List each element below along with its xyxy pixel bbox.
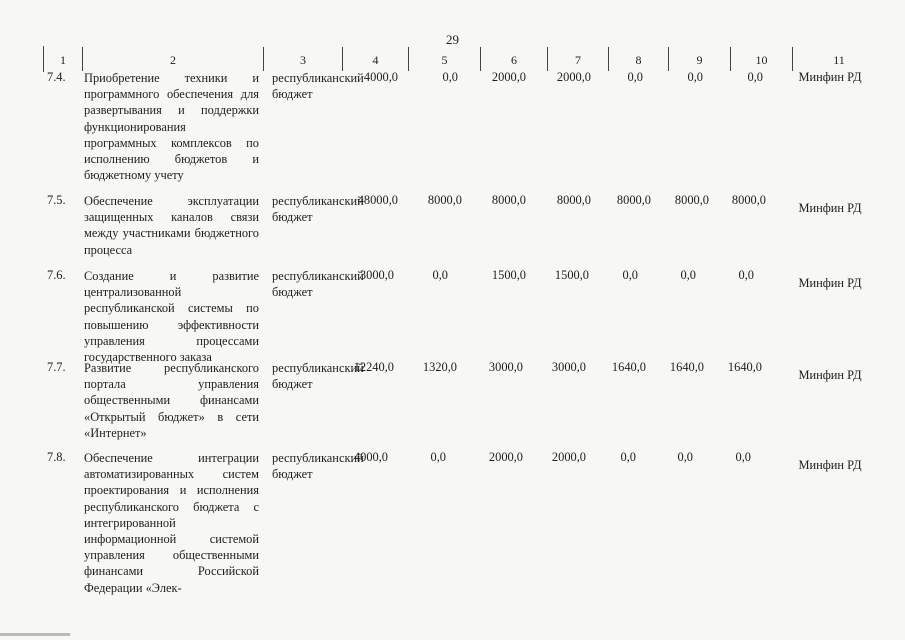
column-header: 6 (481, 47, 548, 71)
value-col10: 0,0 (735, 450, 751, 464)
column-header: 1 (44, 47, 83, 71)
value-col8: 0,0 (627, 70, 643, 84)
column-header: 8 (609, 47, 669, 71)
value-col9: 0,0 (680, 268, 696, 282)
value-col10: 1640,0 (727, 360, 762, 374)
funding-source: республиканский бюджет (272, 71, 364, 101)
value-total: 4000,0 (363, 70, 398, 84)
responsible-org: Минфин РД (798, 276, 862, 290)
funding-source: республиканский бюджет (272, 451, 364, 481)
value-col7: 2000,0 (551, 450, 586, 464)
value-total: 3000,0 (359, 268, 394, 282)
value-col9: 0,0 (687, 70, 703, 84)
row-number: 7.5. (47, 193, 66, 207)
value-col9: 0,0 (677, 450, 693, 464)
value-col9: 1640,0 (669, 360, 704, 374)
column-header: 3 (264, 47, 343, 71)
responsible-org: Минфин РД (798, 70, 862, 84)
value-col5: 1320,0 (422, 360, 457, 374)
column-header: 10 (731, 47, 793, 71)
value-col6: 8000,0 (491, 193, 526, 207)
column-header: 11 (833, 53, 845, 67)
responsible-org: Минфин РД (798, 368, 862, 382)
value-col6: 2000,0 (491, 70, 526, 84)
column-header: 2 (83, 47, 264, 71)
row-number: 7.8. (47, 450, 66, 464)
row-number: 7.7. (47, 360, 66, 374)
funding-source: республиканский бюджет (272, 194, 364, 224)
value-col6: 3000,0 (488, 360, 523, 374)
funding-source: республиканский бюджет (272, 269, 364, 299)
value-col5: 8000,0 (427, 193, 462, 207)
responsible-org: Минфин РД (798, 458, 862, 472)
responsible-org: Минфин РД (798, 201, 862, 215)
value-col6: 1500,0 (491, 268, 526, 282)
column-header: 4 (343, 47, 409, 71)
value-col8: 0,0 (620, 450, 636, 464)
row-description: Развитие республиканского портала управления общественными финансами «Открытый бюджет» в сети «Интернет» (84, 361, 259, 440)
row-number: 7.4. (47, 70, 66, 84)
row-description: Обеспечение интеграции автоматизированных систем проектирования и исполнения республиканского бюджета с интегрированной информационной системой управления общественными финансами Российской Федерации «Элек- (84, 451, 259, 595)
value-total: 4000,0 (353, 450, 388, 464)
value-col8: 8000,0 (616, 193, 651, 207)
value-col10: 8000,0 (731, 193, 766, 207)
value-col7: 1500,0 (554, 268, 589, 282)
value-col8: 0,0 (622, 268, 638, 282)
row-description: Создание и развитие централизованной республиканской системы по повышению эффективности управления процессами государственного заказа (84, 269, 259, 365)
column-header: 9 (669, 47, 731, 71)
value-col9: 8000,0 (674, 193, 709, 207)
funding-source: республиканский бюджет (272, 361, 364, 391)
row-number: 7.6. (47, 268, 66, 282)
value-col10: 0,0 (738, 268, 754, 282)
page-number: 29 (446, 32, 459, 47)
value-col6: 2000,0 (488, 450, 523, 464)
value-col7: 2000,0 (556, 70, 591, 84)
value-total: 12240,0 (353, 360, 394, 374)
value-col5: 0,0 (442, 70, 458, 84)
column-header: 5 (409, 47, 481, 71)
value-col5: 0,0 (432, 268, 448, 282)
scan-edge-mark (0, 633, 70, 636)
value-total: 48000,0 (357, 193, 398, 207)
value-col7: 3000,0 (551, 360, 586, 374)
table-header (43, 46, 845, 72)
row-description: Обеспечение эксплуатации защищенных каналов связи между участниками бюджетного процесса (84, 194, 259, 257)
value-col8: 1640,0 (611, 360, 646, 374)
row-description: Приобретение техники и программного обеспечения для развертывания и поддержки функционирования программных комплексов по исполнению бюджетов и бюджетному учету (84, 71, 259, 183)
value-col7: 8000,0 (556, 193, 591, 207)
value-col5: 0,0 (430, 450, 446, 464)
value-col10: 0,0 (747, 70, 763, 84)
column-header: 7 (548, 47, 609, 71)
